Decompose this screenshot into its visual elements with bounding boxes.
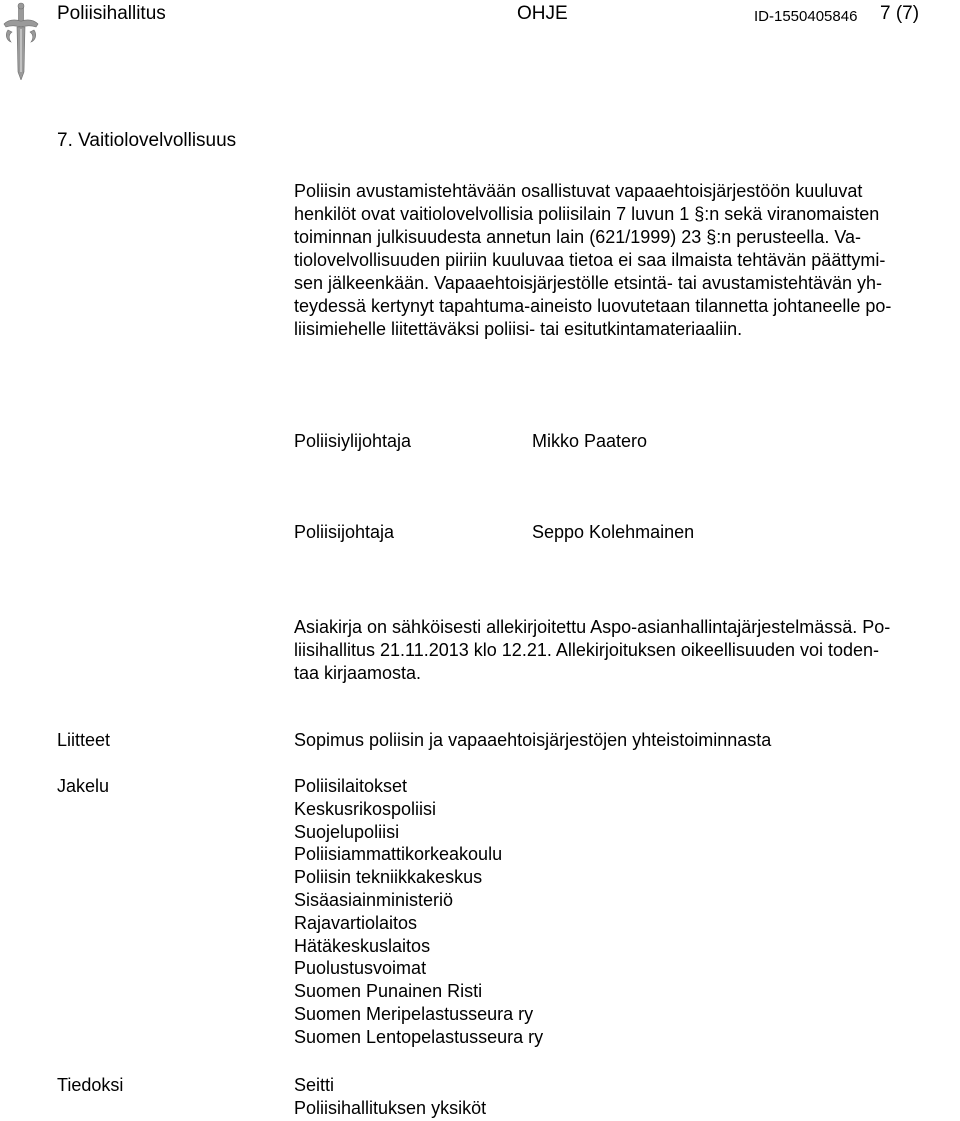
distribution-list <box>294 775 543 1049</box>
header-document-id: ID-1550405846 <box>754 8 858 25</box>
police-emblem-icon <box>2 2 40 80</box>
body-paragraph <box>294 180 954 341</box>
list-item: Rajavartiolaitos <box>294 912 418 933</box>
header-document-type: OHJE <box>517 3 568 24</box>
list-item: Seitti <box>294 1075 335 1095</box>
esign-line: liisihallitus 21.11.2013 klo 12.21. Allekirjoituksen oikeellisuuden voi toden- <box>294 640 880 660</box>
paragraph-line: henkilöt ovat vaitiolovelvollisia poliisilain 7 luvun 1 §:n sekä viranomaisten <box>294 204 880 224</box>
header-organization: Poliisihallitus <box>57 3 166 24</box>
list-item: Poliisihallituksen yksiköt <box>294 1097 487 1118</box>
paragraph-line: toiminnan julkisuudesta annetun lain (621/1999) 23 §:n perusteella. Va- <box>294 227 862 247</box>
paragraph-line: teydessä kertynyt tapahtuma-aineisto luovutetaan tilannetta johtaneelle po- <box>294 296 892 316</box>
section-title: 7. Vaitiolovelvollisuus <box>57 130 237 151</box>
attachments-value: Sopimus poliisin ja vapaaehtoisjärjestöjen yhteistoiminnasta <box>294 730 772 750</box>
signature-title: Poliisiylijohtaja <box>294 431 412 451</box>
electronic-signature-note <box>294 616 954 685</box>
list-item: Suomen Lentopelastusseura ry <box>294 1026 544 1047</box>
attachments-label: Liitteet <box>57 730 111 750</box>
list-item: Suomen Meripelastusseura ry <box>294 1003 534 1024</box>
distribution-label: Jakelu <box>57 776 110 796</box>
header-page-number: 7 (7) <box>880 3 920 24</box>
list-item: Poliisin tekniikkakeskus <box>294 867 483 888</box>
paragraph-line: liisimiehelle liitettäväksi poliisi- tai esitutkintamateriaaliin. <box>294 319 743 339</box>
for-information-label: Tiedoksi <box>57 1075 124 1095</box>
list-item: Puolustusvoimat <box>294 958 427 979</box>
for-information-list <box>294 1074 486 1120</box>
paragraph-line: Poliisin avustamistehtävään osallistuvat vapaaehtoisjärjestöön kuuluvat <box>294 181 863 201</box>
list-item: Suomen Punainen Risti <box>294 981 483 1002</box>
list-item: Poliisilaitokset <box>294 776 408 796</box>
paragraph-line: tiolovelvollisuuden piiriin kuuluvaa tietoa ei saa ilmaista tehtävän päättymi- <box>294 250 886 270</box>
list-item: Hätäkeskuslaitos <box>294 935 431 956</box>
esign-line: taa kirjaamosta. <box>294 663 422 683</box>
list-item: Suojelupoliisi <box>294 821 400 842</box>
signature-name: Mikko Paatero <box>532 431 648 451</box>
esign-line: Asiakirja on sähköisesti allekirjoitettu Aspo-asianhallintajärjestelmässä. Po- <box>294 617 891 637</box>
list-item: Sisäasiainministeriö <box>294 889 454 910</box>
signature-title: Poliisijohtaja <box>294 522 395 542</box>
signature-name: Seppo Kolehmainen <box>532 522 695 542</box>
list-item: Keskusrikospoliisi <box>294 798 437 819</box>
list-item: Poliisiammattikorkeakoulu <box>294 844 503 865</box>
paragraph-line: sen jälkeenkään. Vapaaehtoisjärjestölle etsintä- tai avustamistehtävän yh- <box>294 273 883 293</box>
